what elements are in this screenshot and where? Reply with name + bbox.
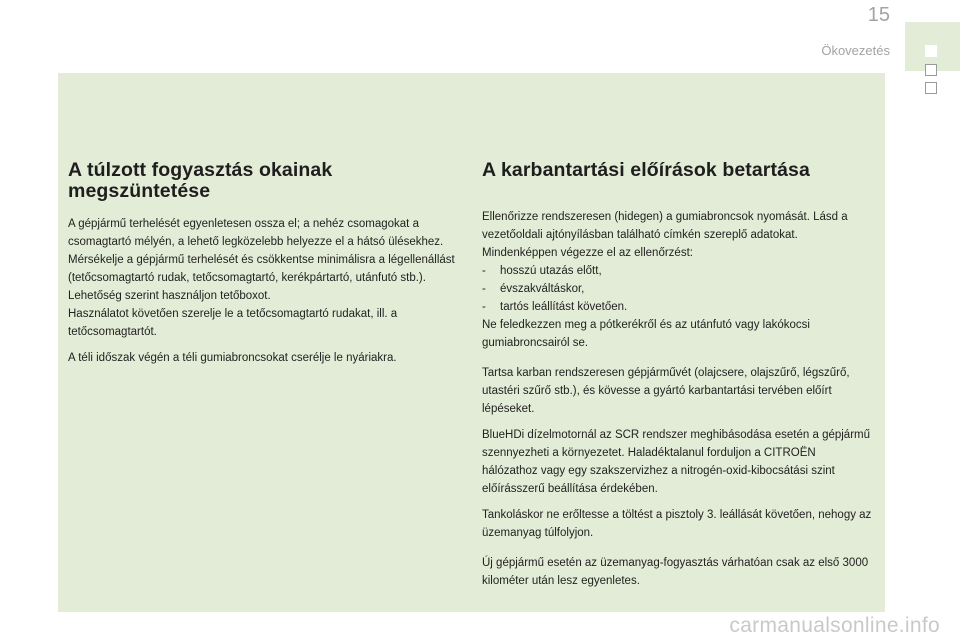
list-item-text: évszakváltáskor, (500, 283, 585, 295)
left-paragraph: A téli időszak végén a téli gumiabroncsokat cserélje le nyáriakra. (68, 352, 397, 364)
side-marker (925, 64, 937, 76)
section-label: Ökovezetés (821, 43, 890, 58)
right-column (482, 160, 874, 598)
side-marker (925, 82, 937, 94)
page-number: 15 (867, 4, 890, 26)
right-after-list: Ne feledkezzen meg a pótkerékről és az utánfutó vagy lakókocsi gumiabroncsairól se. (482, 319, 810, 349)
dash-bullet: - (482, 283, 486, 295)
side-marker-active (925, 45, 937, 57)
left-heading: A túlzott fogyasztás okainak megszüntetése (68, 159, 333, 202)
list-item (482, 262, 874, 280)
list-item-text: hosszú utazás előtt, (500, 265, 602, 277)
right-intro-2: Mindenképpen végezze el az ellenőrzést: (482, 247, 693, 259)
left-paragraph: A gépjármű terhelését egyenletesen ossza el; a nehéz csomagokat a csomagtartó mélyén, a lehető legközelebb helyezze el a hátsó ülésekhez. (68, 218, 444, 248)
left-column (68, 160, 460, 375)
right-paragraph: Tankoláskor ne erőltesse a töltést a pisztoly 3. leállását követően, nehogy az üzemanyag túlfolyjon. (482, 509, 872, 539)
dash-bullet: - (482, 265, 486, 277)
right-heading: A karbantartási előírások betartása (482, 159, 810, 181)
list-item (482, 298, 874, 316)
left-paragraph: Használatot követően szerelje le a tetőcsomagtartó rudakat, ill. a tetőcsomagtartót. (68, 308, 398, 338)
left-paragraph: Mérsékelje a gépjármű terhelését és csökkentse minimálisra a légellenállást (tetőcsomagtartó rudak, tetőcsomagtartó, kerékpártartó, utánfutó stb.). Lehetőség szerint használjon tetőboxot. (68, 254, 455, 302)
right-paragraph: BlueHDi dízelmotornál az SCR rendszer meghibásodása esetén a gépjármű szennyezheti a környezetet. Haladéktalanul forduljon a CITROËN hálózathoz vagy egy szakszervizhez a nitrogén-oxid-kibocsátási szint előírásszerű beállítása érdekében. (482, 429, 871, 495)
watermark: carmanualsonline.info (729, 614, 940, 637)
right-intro: Ellenőrizze rendszeresen (hidegen) a gumiabroncsok nyomását. Lásd a vezetőoldali ajtónyílásban található címkén szereplő adatokat. (482, 211, 848, 241)
right-paragraph: Új gépjármű esetén az üzemanyag-fogyasztás várhatóan csak az első 3000 kilométer után lesz egyenletes. (482, 557, 869, 587)
list-item-text: tartós leállítást követően. (500, 301, 628, 313)
list-item (482, 280, 874, 298)
right-paragraph: Tartsa karban rendszeresen gépjárművét (olajcsere, olajszűrő, légszűrő, utastéri szűrő stb.), és kövesse a gyártó karbantartási tervében előírt lépéseket. (482, 367, 850, 415)
check-list (482, 262, 874, 316)
dash-bullet: - (482, 301, 486, 313)
